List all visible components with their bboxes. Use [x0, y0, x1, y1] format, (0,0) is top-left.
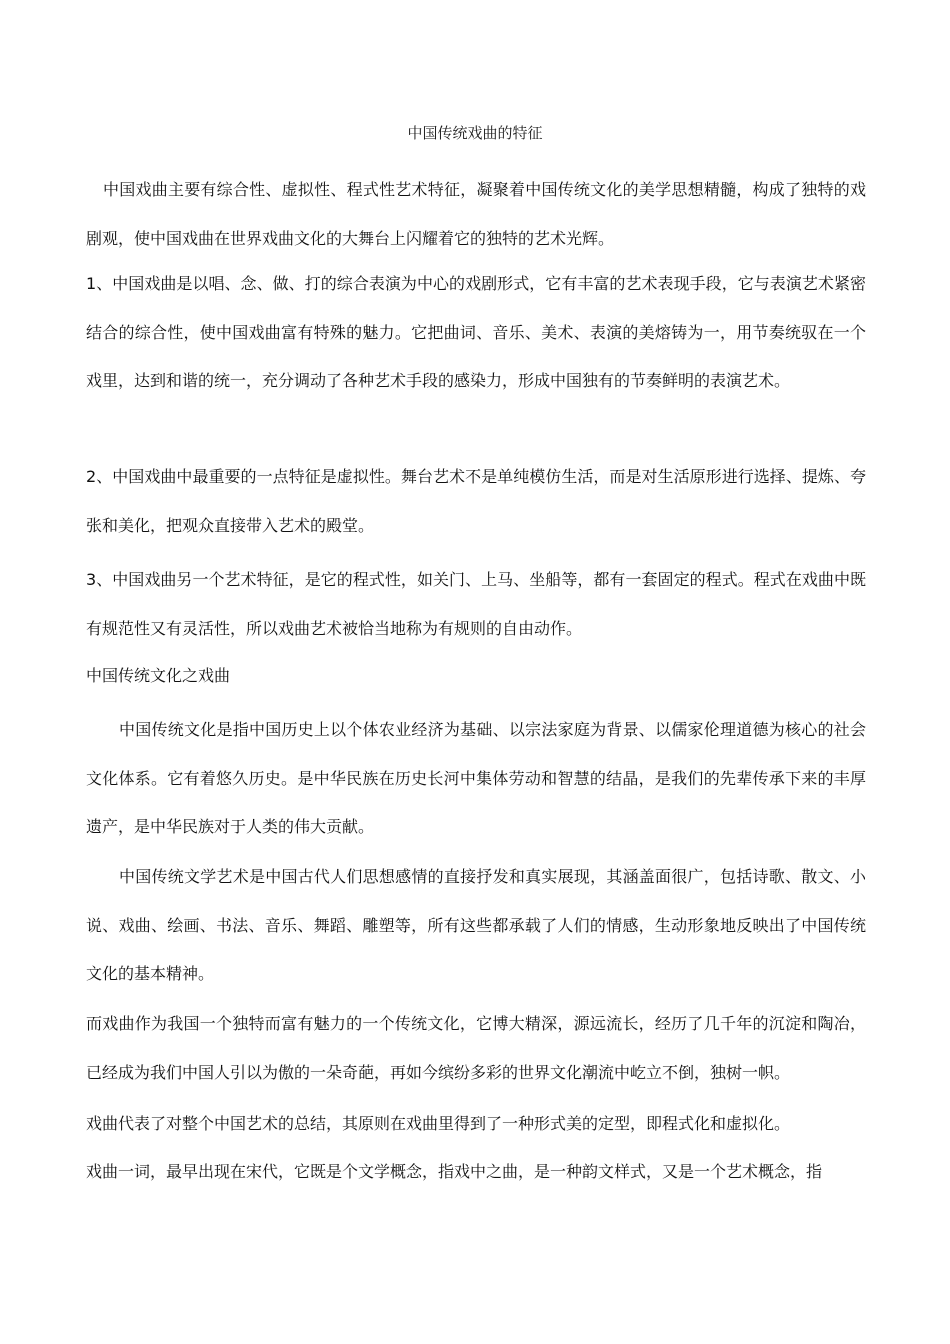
intro-paragraph: 中国戏曲主要有综合性、虚拟性、程式性艺术特征，凝聚着中国传统文化的美学思想精髓，构成了独特的戏剧观，使中国戏曲在世界戏曲文化的大舞台上闪耀着它的独特的艺术光辉。 [86, 180, 866, 248]
summary-paragraph: 戏曲代表了对整个中国艺术的总结，其原则在戏曲里得到了一种形式美的定型，即程式化和虚拟化。 [86, 1114, 791, 1133]
feature-3-paragraph: 3、中国戏曲另一个艺术特征，是它的程式性，如关门、上马、坐船等，都有一套固定的程式。程式在戏曲中既有规范性又有灵活性，所以戏曲艺术被恰当地称为有规则的自由动作。 [86, 570, 866, 638]
literature-paragraph: 中国传统文学艺术是中国古代人们思想感情的直接抒发和真实展现，其涵盖面很广，包括诗歌、散文、小说、戏曲、绘画、书法、音乐、舞蹈、雕塑等，所有这些都承载了人们的情感，生动形象地反映出了中国传统文化的基本精神。 [86, 867, 866, 983]
culture-paragraph: 中国传统文化是指中国历史上以个体农业经济为基础、以宗法家庭为背景、以儒家伦理道德为核心的社会文化体系。它有着悠久历史。是中华民族在历史长河中集体劳动和智慧的结晶，是我们的先辈传承下来的丰厚遗产，是中华民族对于人类的伟大贡献。 [86, 720, 866, 836]
feature-2-paragraph: 2、中国戏曲中最重要的一点特征是虚拟性。舞台艺术不是单纯模仿生活，而是对生活原形进行选择、提炼、夸张和美化，把观众直接带入艺术的殿堂。 [86, 467, 866, 535]
feature-1-paragraph: 1、中国戏曲是以唱、念、做、打的综合表演为中心的戏剧形式，它有丰富的艺术表现手段，它与表演艺术紧密结合的综合性，使中国戏曲富有特殊的魅力。它把曲词、音乐、美术、表演的美熔铸为一，用节奏统驭在一个戏里，达到和谐的统一，充分调动了各种艺术手段的感染力，形成中国独有的节奏鲜明的表演艺术。 [86, 274, 866, 390]
opera-paragraph: 而戏曲作为我国一个独特而富有魅力的一个传统文化，它博大精深，源远流长，经历了几千年的沉淀和陶冶，已经成为我们中国人引以为傲的一朵奇葩，再如今缤纷多彩的世界文化潮流中屹立不倒，独树一帜。 [86, 1014, 866, 1082]
section-heading: 中国传统文化之戏曲 [86, 666, 231, 685]
document-title: 中国传统戏曲的特征 [407, 124, 543, 142]
origin-paragraph: 戏曲一词，最早出现在宋代，它既是个文学概念，指戏中之曲，是一种韵文样式，又是一个艺术概念，指 [86, 1162, 823, 1181]
